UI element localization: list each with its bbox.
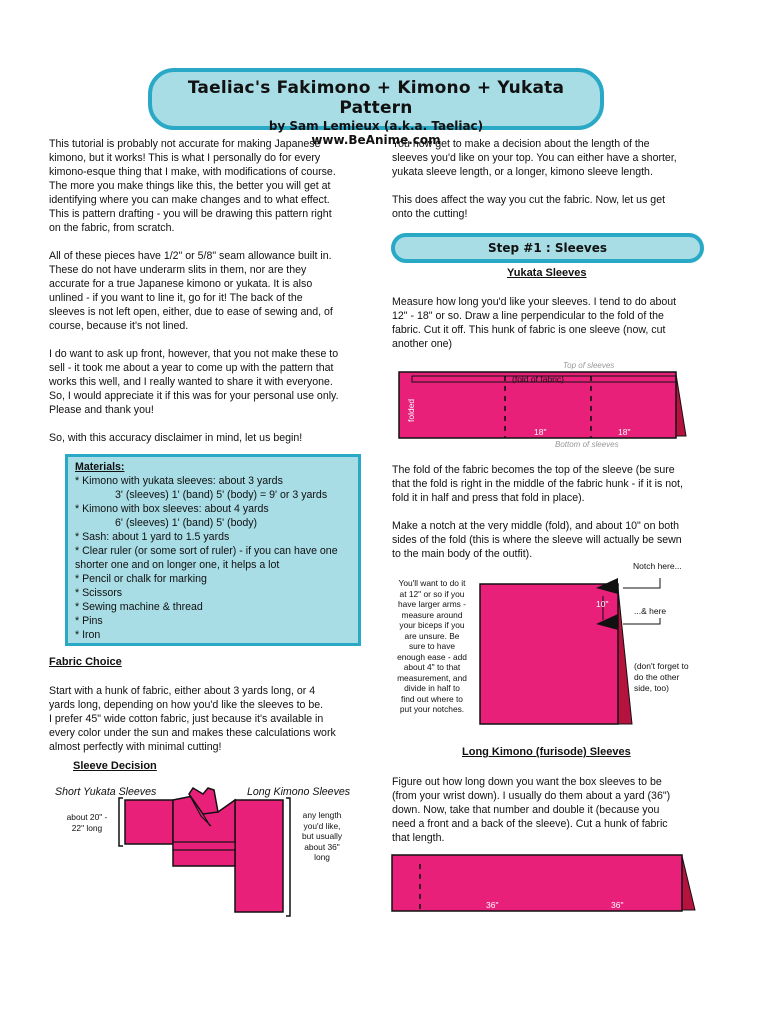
material-item: * Kimono with yukata sleeves: about 3 yards xyxy=(75,475,283,487)
note-line: at 12" or so if you xyxy=(399,588,465,599)
materials-title: Materials: xyxy=(75,461,125,473)
text-line: another one) xyxy=(392,338,453,350)
note-line: You'll want to do it xyxy=(398,578,466,588)
text-line: sell - it took me about a year to come up with the pattern that xyxy=(49,362,334,374)
text-line: fold it in half and press that fold in place). xyxy=(392,492,585,504)
text-line: You now get to make a decision about the length of the xyxy=(392,138,650,150)
fold-of-fabric-label: (fold of fabric) xyxy=(512,374,564,384)
wide-fabric-label: 45" wide fabric xyxy=(390,384,400,440)
measure-paragraph xyxy=(392,295,712,351)
fabric-choice-heading: Fabric Choice xyxy=(49,656,122,668)
intro-paragraph xyxy=(49,137,369,235)
note-line: your biceps if you xyxy=(399,620,465,630)
short-sleeves-label: Short Yukata Sleeves xyxy=(55,786,157,798)
text-line: All of these pieces have 1/2" or 5/8" seam allowance built in. xyxy=(49,250,332,262)
top-of-sleeves-label: Top of sleeves xyxy=(563,361,615,370)
long-sleeves-label: Long Kimono Sleeves xyxy=(247,786,351,798)
text-line: sleeves is not left open, either, due to ease of sewing and, of xyxy=(49,306,333,318)
text-line: sides of the fold (this is where the sleeve will actually be sewn xyxy=(392,534,682,546)
text-line: The more you make things like this, the better you will get at xyxy=(49,180,331,192)
text-line: that length. xyxy=(392,832,445,844)
other-side-note xyxy=(634,661,689,694)
decision-paragraph xyxy=(392,137,712,179)
text-line: kimono, but it works! This is what I personally do for every xyxy=(49,152,321,164)
note-line: measurement, and xyxy=(397,672,467,683)
text-line: 12" - 18" or so. Draw a line perpendicular to the fold of the xyxy=(392,310,664,322)
text-line: fabric. Cut it off. This hunk of fabric is one sleeve (now, cut xyxy=(392,324,666,336)
text-line: kimono-esque thing that I make, with modifications of course. xyxy=(49,166,336,178)
note-line: are unsure. Be xyxy=(404,630,460,641)
material-item: * Clear ruler (or some sort of ruler) - if you can have one xyxy=(75,545,338,557)
website-url: www.BeAnime.com xyxy=(311,133,441,147)
folded-label: folded xyxy=(406,398,416,422)
long-length-note xyxy=(294,810,350,863)
note-line: divide in half to xyxy=(404,683,460,693)
seam-paragraph xyxy=(49,249,369,333)
material-item: 3' (sleeves) 1' (band) 5' (body) = 9' or 3 yards xyxy=(115,489,328,501)
text-line: down. Now, take that number and double it (because you xyxy=(392,804,660,816)
text-line: This is pattern drafting - you will be drawing this pattern right xyxy=(49,208,332,220)
ten-inch-label: 10" xyxy=(596,599,609,609)
yukata-sleeves-heading: Yukata Sleeves xyxy=(507,267,587,279)
note-line: (don't forget to xyxy=(634,661,689,671)
note-line: but usually xyxy=(301,831,343,841)
measure-36-left: 36" xyxy=(486,900,499,910)
notch-advice-note xyxy=(392,578,472,715)
text-line: on the fabric, from scratch. xyxy=(49,222,175,234)
material-item: * Pins xyxy=(75,615,103,627)
request-paragraph xyxy=(49,347,369,417)
materials-box xyxy=(65,454,361,646)
note-line: put your notches. xyxy=(399,704,465,714)
text-line: Measure how long you'd like your sleeves. I tend to do about xyxy=(392,296,677,308)
measure-36-right: 36" xyxy=(611,900,624,910)
material-item: * Sash: about 1 yard to 1.5 yards xyxy=(75,531,230,543)
text-line: This tutorial is probably not accurate for making Japanese xyxy=(49,138,321,150)
sleeve-decision-heading: Sleeve Decision xyxy=(73,760,157,772)
step-1-banner: Step #1 : Sleeves xyxy=(391,233,704,263)
notch-paragraph xyxy=(392,519,717,561)
figure-paragraph xyxy=(392,775,717,845)
note-line: sure to have xyxy=(408,641,456,651)
cutting-paragraph xyxy=(392,193,712,221)
fabric-paragraph xyxy=(49,684,369,754)
text-line: course, because it's not lined. xyxy=(49,320,189,332)
long-sleeve-diagram xyxy=(390,852,700,914)
notch-diagram xyxy=(478,570,668,730)
text-line: onto the cutting! xyxy=(392,208,468,220)
text-line: every color under the sun and makes these calculations work xyxy=(49,727,336,739)
text-line: works this well, and I really wanted to share it with everyone. xyxy=(49,376,333,388)
page-title: Taeliac's Fakimono + Kimono + Yukata Pattern xyxy=(187,78,565,118)
text-line: The fold of the fabric becomes the top of the sleeve (be sure xyxy=(392,464,675,476)
note-line: long xyxy=(314,852,330,862)
text-line: Figure out how long down you want the box sleeves to be xyxy=(392,776,662,788)
text-line: need a front and a back of the sleeve). Cut a hunk of fabric xyxy=(392,818,668,830)
material-item: 6' (sleeves) 1' (band) 5' (body) xyxy=(115,517,258,529)
material-item: * Pencil or chalk for marking xyxy=(75,573,207,585)
note-line: about 20" - xyxy=(66,812,108,822)
note-line: about 36" xyxy=(304,841,340,852)
text-line: yards long, depending on how you'd like the sleeves to be. xyxy=(49,699,324,711)
text-line: I do want to ask up front, however, that you not make these to xyxy=(49,348,339,360)
and-here-label: ...& here xyxy=(634,606,667,616)
text-line: Make a notch at the very middle (fold), and about 10" on both xyxy=(392,520,680,532)
measure-18-left: 18" xyxy=(534,427,547,437)
kimono-sleeve-illustration xyxy=(115,786,300,921)
text-line: I prefer 45" wide cotton fabric, just because it's available in xyxy=(49,713,324,725)
note-line: have larger arms - xyxy=(398,599,466,609)
long-kimono-heading: Long Kimono (furisode) Sleeves xyxy=(462,746,631,758)
note-line: do the other xyxy=(634,672,680,682)
material-item: shorter one and on longer one, it helps a lot xyxy=(75,559,280,571)
note-line: measure around xyxy=(401,609,463,620)
note-line: side, too) xyxy=(634,683,669,693)
note-line: you'd like, xyxy=(303,820,341,831)
text-line: yukata sleeve length, or a longer, kimono sleeve length. xyxy=(392,166,653,178)
short-length-note xyxy=(58,812,116,833)
text-line: (from your wrist down). I usually do them about a yard (36") xyxy=(392,790,671,802)
notch-here-label: Notch here... xyxy=(633,561,682,571)
text-line: identifying where you can make changes and to what effect. xyxy=(49,194,330,206)
note-line: 22" long xyxy=(71,822,103,833)
note-line: any length xyxy=(302,810,342,820)
material-item: * Iron xyxy=(75,629,101,641)
text-line: sleeves you'd like on your top. You can either have a shorter, xyxy=(392,152,677,164)
note-line: about 4" to that xyxy=(403,662,461,672)
material-item: * Scissors xyxy=(75,587,123,599)
material-item: * Kimono with box sleeves: about 4 yards xyxy=(75,503,269,515)
measure-18-right: 18" xyxy=(618,427,631,437)
text-line: that the fold is right in the middle of the fabric hunk - if it is not, xyxy=(392,478,683,490)
begin-line: So, with this accuracy disclaimer in mind, let us begin! xyxy=(49,432,303,444)
text-line: to the main body of the outfit). xyxy=(392,548,533,560)
bottom-of-sleeves-label: Bottom of sleeves xyxy=(555,440,619,449)
text-line: unlined - if you want to line it, go for it! The back of the xyxy=(49,292,303,304)
author-line: by Sam Lemieux (a.k.a. Taeliac) xyxy=(268,119,484,133)
text-line: Please and thank you! xyxy=(49,404,154,416)
text-line: This does affect the way you cut the fabric. Now, let us get xyxy=(392,194,666,206)
text-line: So, I would appreciate it if this was for your personal use only. xyxy=(49,390,339,402)
text-line: These do not have underarm slits in them, nor are they xyxy=(49,264,307,276)
note-line: find out where to xyxy=(401,693,463,704)
fold-paragraph xyxy=(392,463,717,505)
text-line: accurate for a true Japanese kimono or yukata. It is also xyxy=(49,278,313,290)
text-line: almost perfectly with minimal cutting! xyxy=(49,741,222,753)
material-item: * Sewing machine & thread xyxy=(75,601,203,613)
text-line: Start with a hunk of fabric, either about 3 yards long, or 4 xyxy=(49,685,316,697)
note-line: enough ease - add xyxy=(397,651,467,662)
